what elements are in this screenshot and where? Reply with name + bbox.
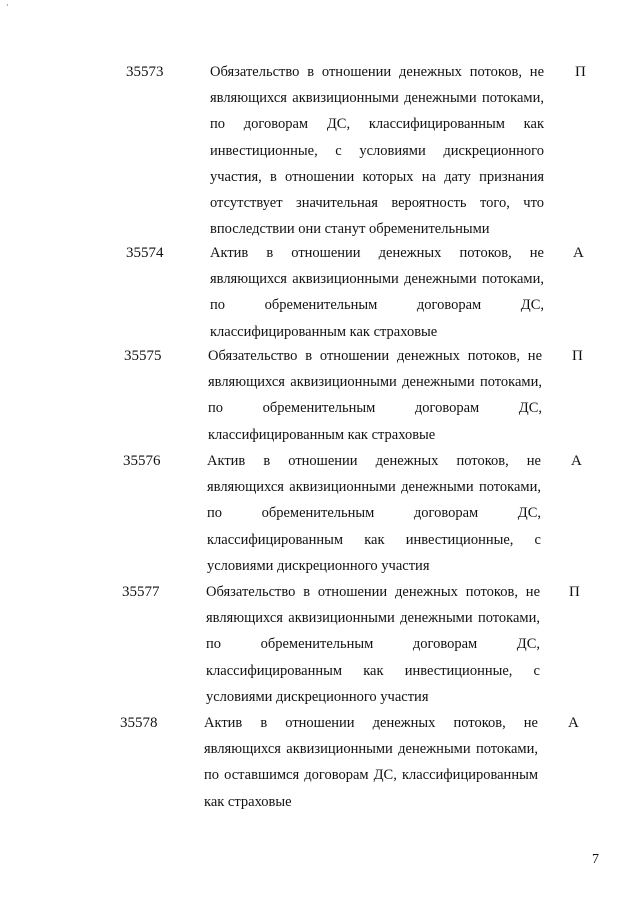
entry-description: Обязательство в отношении денежных потоков, не являющихся аквизиционными денежными потоками, по обременительным договорам ДС, классифицированным как инвестиционные, с условиями дискреционного участия: [206, 584, 540, 705]
entry-type: П: [572, 348, 583, 364]
page-number: 7: [592, 852, 599, 867]
entry-code: 35573: [126, 64, 164, 80]
entry-code: 35577: [122, 584, 160, 600]
entry-description: Актив в отношении денежных потоков, не являющихся аквизиционными денежными потоками, по обременительным договорам ДС, классифицированным как страховые: [210, 245, 544, 340]
entry-code: 35578: [120, 715, 158, 731]
entry-description: Обязательство в отношении денежных потоков, не являющихся аквизиционными денежными потоками, по обременительным договорам ДС, классифицированным как страховые: [208, 348, 542, 443]
entry-type: П: [575, 64, 586, 80]
entry-type: П: [569, 584, 580, 600]
entry-description: Обязательство в отношении денежных потоков, не являющихся аквизиционными денежными потоками, по договорам ДС, классифицированным как инвестиционные, с условиями дискреционного участия, в отношении которых на дату признания отсутствует значительная вероятность того, что впоследствии они станут обременительными: [210, 64, 544, 238]
entry-description: Актив в отношении денежных потоков, не являющихся аквизиционными денежными потоками, по оставшимся договорам ДС, классифицированным как страховые: [204, 715, 538, 810]
corner-mark: ·: [6, 1, 9, 10]
entry-description: Актив в отношении денежных потоков, не являющихся аквизиционными денежными потоками, по обременительным договорам ДС, классифицированным как инвестиционные, с условиями дискреционного участия: [207, 453, 541, 574]
entry-type: А: [573, 245, 584, 261]
entry-type: А: [568, 715, 579, 731]
entry-code: 35576: [123, 453, 161, 469]
entry-code: 35575: [124, 348, 162, 364]
entry-code: 35574: [126, 245, 164, 261]
entry-type: А: [571, 453, 582, 469]
